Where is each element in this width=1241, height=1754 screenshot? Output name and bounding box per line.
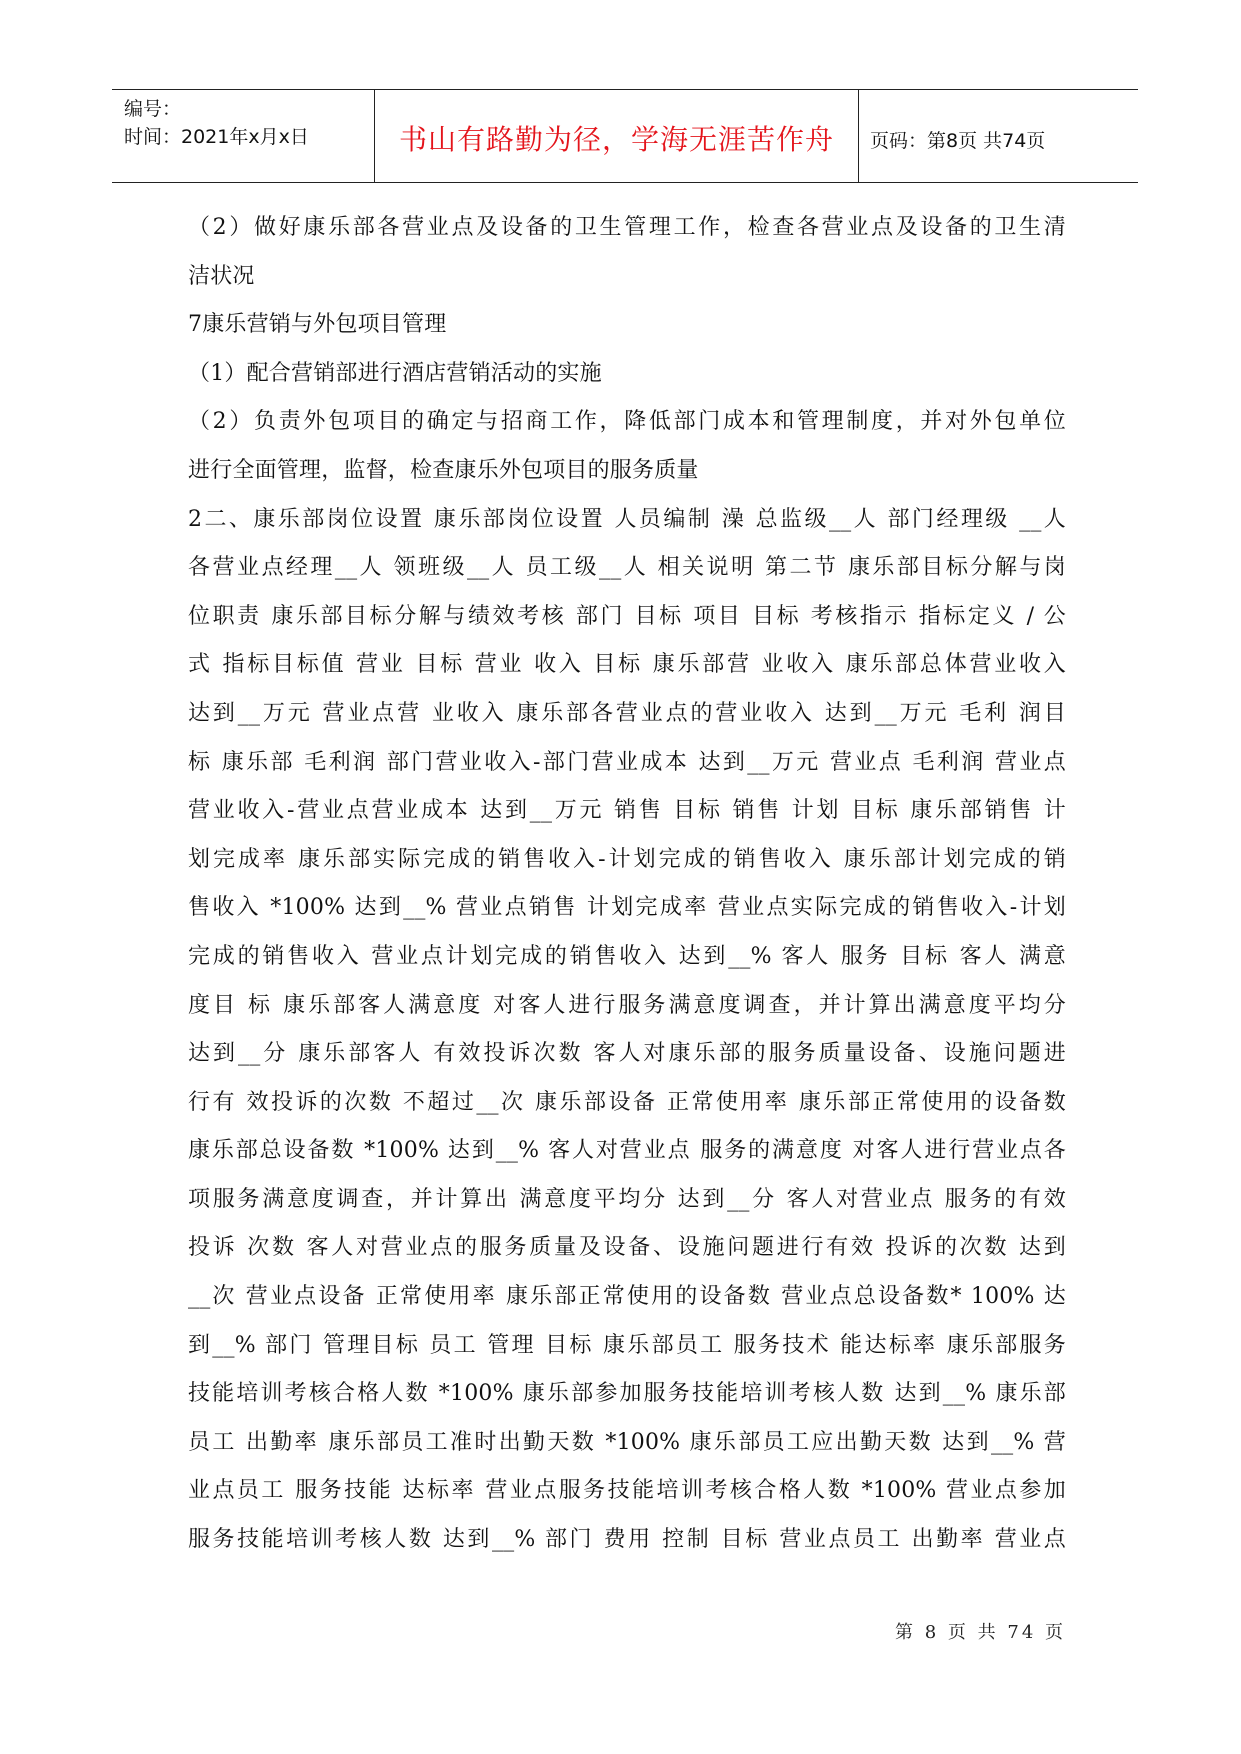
body-text-line: 式 指标目标值 营业 目标 营业 收入 目标 康乐部营 业收入 康乐部总体营业收入 [188,652,1066,678]
body-text-line: （2）负责外包项目的确定与招商工作，降低部门成本和管理制度，并对外包单位 [188,409,1066,435]
body-text-line: 营业收入-营业点营业成本 达到__万元 销售 目标 销售 计划 目标 康乐部销售 计 [188,798,1067,824]
body-text-line: 达到__万元 营业点营 业收入 康乐部各营业点的营业收入 达到__万元 毛利 润目 [188,700,1066,726]
body-text-line: 各营业点经理__人 领班级__人 员工级__人 相关说明 第二节 康乐部目标分解与岗 [188,555,1066,581]
document-body [188,204,1066,1565]
body-text-line: （2）做好康乐部各营业点及设备的卫生管理工作，检查各营业点及设备的卫生清 [188,215,1066,240]
body-text-line: 完成的销售收入 营业点计划完成的销售收入 达到__% 客人 服务 目标 客人 满意 [188,943,1066,969]
body-text-line: 度目 标 康乐部客人满意度 对客人进行服务满意度调查，并计算出满意度平均分 [188,992,1066,1018]
body-text-line: 划完成率 康乐部实际完成的销售收入-计划完成的销售收入 康乐部计划完成的销 [188,846,1066,872]
body-text-line: __次 营业点设备 正常使用率 康乐部正常使用的设备数 营业点总设备数* 100% 达 [188,1284,1066,1310]
page-footer: 第 8 页 共 74 页 [895,1622,1066,1643]
body-text-line: 2二、康乐部岗位设置 康乐部岗位设置 人员编制 澡 总监级__人 部门经理级 __人 [188,506,1066,532]
body-text-line: 业点员工 服务技能 达标率 营业点服务技能培训考核合格人数 *100% 营业点参加 [188,1478,1066,1504]
header-page-label: 页码：第8页 共74页 [870,130,1046,152]
body-text-line: 7康乐营销与外包项目管理 [188,312,447,338]
document-header [112,89,1138,183]
document-date-label: 时间：2021年x月x日 [124,126,309,148]
header-meta-cell [112,90,374,182]
header-motto-cell [374,90,859,182]
body-text-line: 位职责 康乐部目标分解与绩效考核 部门 目标 项目 目标 考核指示 指标定义 / 公 [188,603,1066,629]
header-page-cell [858,90,1138,182]
body-text-line: （1）配合营销部进行酒店营销活动的实施 [188,360,602,386]
body-text-line: 员工 出勤率 康乐部员工准时出勤天数 *100% 康乐部员工应出勤天数 达到__% 营 [188,1429,1066,1455]
body-text-line: 标 康乐部 毛利润 部门营业收入-部门营业成本 达到__万元 营业点 毛利润 营业点 [188,749,1066,775]
header-motto: 书山有路勤为径，学海无涯苦作舟 [398,123,834,156]
body-text-line: 达到__分 康乐部客人 有效投诉次数 客人对康乐部的服务质量设备、设施问题进 [188,1041,1066,1067]
body-text-line: 项服务满意度调查，并计算出 满意度平均分 达到__分 客人对营业点 服务的有效 [188,1186,1066,1212]
body-text-line: 售收入 *100% 达到__% 营业点销售 计划完成率 营业点实际完成的销售收入-计划 [188,895,1066,921]
body-text-line: 技能培训考核合格人数 *100% 康乐部参加服务技能培训考核人数 达到__% 康乐部 [188,1381,1066,1407]
body-text-line: 投诉 次数 客人对营业点的服务质量及设备、设施问题进行有效 投诉的次数 达到 [188,1235,1066,1261]
document-number-label: 编号： [124,98,182,120]
body-text-line: 康乐部总设备数 *100% 达到__% 客人对营业点 服务的满意度 对客人进行营业点各 [188,1138,1066,1164]
body-text-line: 到__% 部门 管理目标 员工 管理 目标 康乐部员工 服务技术 能达标率 康乐部服务 [188,1332,1066,1358]
body-text-line: 洁状况 [188,263,255,289]
body-text-line: 行有 效投诉的次数 不超过__次 康乐部设备 正常使用率 康乐部正常使用的设备数 [188,1089,1066,1115]
body-text-line: 服务技能培训考核人数 达到__% 部门 费用 控制 目标 营业点员工 出勤率 营业点 [188,1527,1066,1553]
body-text-line: 进行全面管理，监督，检查康乐外包项目的服务质量 [188,457,699,483]
